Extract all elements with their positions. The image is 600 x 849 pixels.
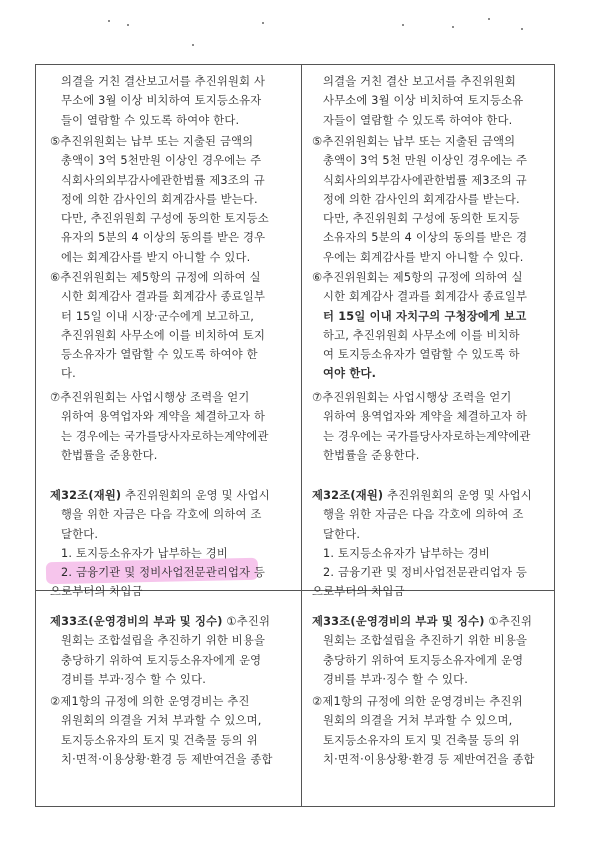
text-line: 하고, 추진위원회 사무소에 이를 비치하 [323,328,520,342]
text-line: 는 경우에는 국가를당사자로하는계약에관 [61,429,269,443]
text-line: 시한 회계감사 결과를 회계감사 종료일부 [323,290,528,304]
text-line: 원회의 의결을 거쳐 부과할 수 있으며, [323,714,513,728]
list-item: 1. 토지등소유자가 납부하는 경비 [61,546,229,560]
paragraph-7 [50,388,290,465]
list-item: 2. 금융기관 및 정비사업전문관리업자 등 [61,566,266,580]
text-line: 경비를 부과·징수 할 수 있다. [323,672,468,686]
text-line: 위하여 용역업자와 계약을 체결하고자 하 [61,410,266,424]
text-line: 달한다. [61,527,99,541]
article-heading: 제32조(재원) 추진위원회의 운영 및 사업시 [50,489,270,502]
text-line: 여 토지등소유자가 열람할 수 있도록 하 [323,348,520,362]
paragraph-6 [50,268,290,384]
text-line: 달한다. [323,527,361,541]
text-line: 경비를 부과·징수 할 수 있다. [61,672,206,686]
text-line: ②제1항의 규정에 의한 운영경비는 추진위 [312,695,523,708]
text-line: 행을 위한 자금은 다음 각호에 의하여 조 [323,508,524,522]
text-line: 무소에 3월 이상 비치하여 토지등소유자 [61,94,262,108]
text-line: 사무소에 3월 이상 비치하여 토지등소유 [323,94,524,108]
text-line: 토지등소유자의 토지 및 건축물 등의 위 [61,733,258,747]
list-item: 2. 금융기관 및 정비사업전문관리업자 등 [323,566,528,580]
text-line: 위하여 용역업자와 계약을 체결하고자 하 [323,410,528,424]
paragraph-6 [312,268,552,384]
article-32 [50,486,290,602]
text-line: 의결을 거친 결산보고서를 추진위원회 사 [61,75,266,88]
text-line: 의결을 거친 결산 보고서를 추진위원회 [323,75,516,88]
text-line: 유자의 5분의 4 이상의 동의를 받은 경우 [61,231,266,245]
text-line: ⑥추진위원회는 제5항의 규정에 의하여 실 [50,271,261,284]
text-line: 식회사의외부감사에관한법률 제3조의 규 [323,173,527,187]
article-33 [50,612,290,689]
text-line: 여야 한다. [323,367,377,381]
text-line: 다. [61,367,76,381]
paragraph-5 [312,132,552,267]
text-line: 행을 위한 자금은 다음 각호에 의하여 조 [61,508,262,522]
text-line: 시한 회계감사 결과를 회계감사 종료일부 [61,290,266,304]
text-line: 에는 회계감사를 받지 아니할 수 있다. [61,250,251,264]
text-line: 치·면적·이용상황·환경 등 제반여건을 종합 [323,752,535,766]
text-line: 터 15일 이내 자치구의 구청장에게 보고 [323,309,527,323]
text-line: 한법률을 준용한다. [61,448,158,462]
text-line: ②제1항의 규정에 의한 운영경비는 추진 [50,695,250,708]
text-line: 소유자의 5분의 4 이상의 동의를 받은 경 [323,231,528,245]
text-line: 토지등소유자의 토지 및 건축물 등의 위 [323,733,520,747]
text-line: 다만, 추진위원회 구성에 동의한 토지등소 [61,212,269,226]
paragraph-4-tail [50,72,290,130]
text-line: 정에 의한 감사인의 회계감사를 받는다. [323,192,520,206]
text-line: 자들이 열람할 수 있도록 하여야 한다. [323,113,513,127]
text-line: 는 경우에는 국가를당사자로하는계약에관 [323,429,531,443]
text-line: 등소유자가 열람할 수 있도록 하여야 한 [61,348,258,362]
column-divider [301,64,302,807]
paragraph-7 [312,388,552,465]
list-item: 으로부터의 차입금 [312,585,405,599]
paragraph-4-tail [312,72,552,130]
list-item: 1. 토지등소유자가 납부하는 경비 [323,546,491,560]
text-line: ⑤추진위원회는 납부 또는 지출된 금액의 [312,135,516,148]
text-line: 충당하기 위하여 토지등소유자에게 운영 [323,653,524,667]
text-line: 원회는 조합설립을 추진하기 위한 비용을 [61,634,266,648]
article-32 [312,486,552,602]
text-line: 정에 의한 감사인의 회계감사를 받는다. [61,192,258,206]
text-line: ⑦추진위원회는 사업시행상 조력을 얻기 [312,391,512,404]
article-heading: 제33조(운영경비의 부과 및 징수) ①추진위 [312,615,533,628]
text-line: 들이 열람할 수 있도록 하여야 한다. [61,113,240,127]
text-line: 원회는 조합설립을 추진하기 위한 비용을 [323,634,528,648]
article-heading: 제33조(운영경비의 부과 및 징수) ①추진위 [50,615,271,628]
text-line: 식회사의외부감사에관한법률 제3조의 규 [61,173,265,187]
article-33-paragraph-2 [312,692,552,769]
article-heading: 제32조(재원) 추진위원회의 운영 및 사업시 [312,489,532,502]
text-line: 다만, 추진위원회 구성에 동의한 토지등 [323,212,520,226]
article-33-paragraph-2 [50,692,290,769]
text-line: 우에는 회계감사를 받지 아니할 수 있다. [323,250,524,264]
text-line: ⑥추진위원회는 제5항의 규정에 의하여 실 [312,271,523,284]
text-line: 치·면적·이용상황·환경 등 제반여건을 종합 [61,752,273,766]
text-line: 총액이 3억 5천 만원 이상인 경우에는 주 [323,154,528,168]
text-line: 한법률을 준용한다. [323,448,420,462]
paragraph-5 [50,132,290,267]
text-line: 총액이 3억 5천만원 이상인 경우에는 주 [61,154,262,168]
text-line: 추진위원회 사무소에 이를 비치하여 토지 [61,328,266,342]
list-item: 으로부터의 차입금 [50,585,143,599]
text-line: 위원회의 의결을 거쳐 부과할 수 있으며, [61,714,262,728]
text-line: 터 15일 이내 시장·군수에게 보고하고, [61,309,255,323]
text-line: ⑤추진위원회는 납부 또는 지출된 금액의 [50,135,254,148]
text-line: 충당하기 위하여 토지등소유자에게 운영 [61,653,262,667]
article-33 [312,612,552,689]
text-line: ⑦추진위원회는 사업시행상 조력을 얻기 [50,391,250,404]
